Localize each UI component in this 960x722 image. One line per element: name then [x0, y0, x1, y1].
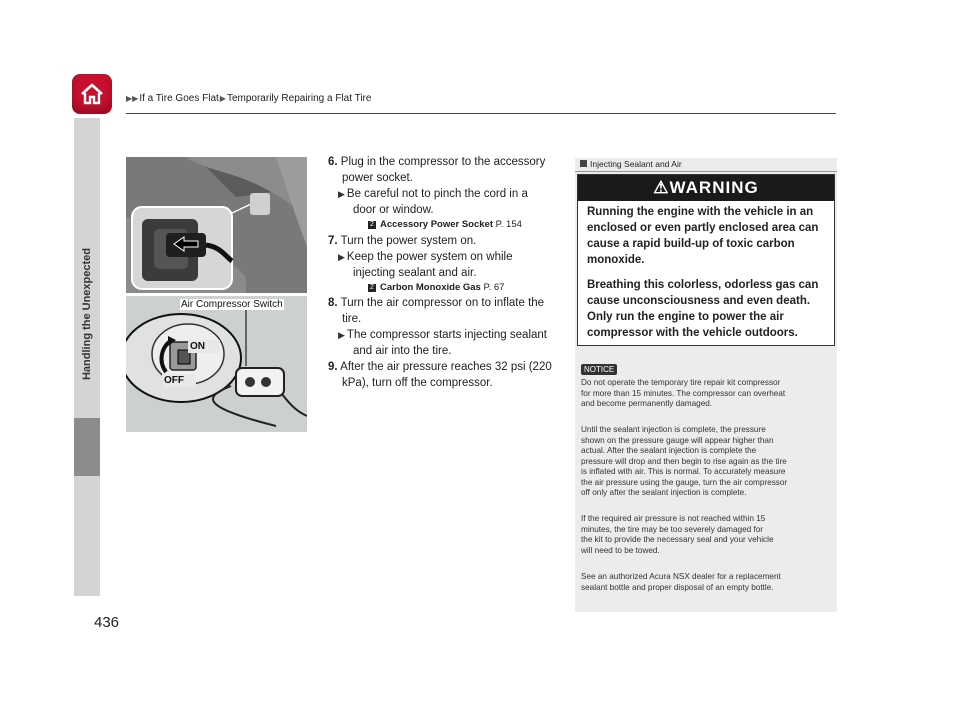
info-line: off only after the sealant injection is complete. [581, 488, 747, 497]
home-icon [78, 80, 106, 108]
notice-line: for more than 15 minutes. The compressor can overheat [581, 388, 786, 398]
step-text: Turn the air compressor on to inflate the [340, 297, 545, 309]
heading-divider [575, 171, 837, 172]
step-6-cont: power socket. [342, 172, 413, 184]
breadcrumb [126, 93, 371, 104]
step-text: Plug in the compressor to the accessory [340, 156, 546, 168]
step-7-note-cont: injecting sealant and air. [353, 267, 477, 279]
note-text: Keep the power system on while [346, 251, 513, 263]
info-line: the air pressure using the gauge, turn the air compressor [581, 477, 788, 487]
breadcrumb-link-flat-tire[interactable]: If a Tire Goes Flat [139, 93, 219, 104]
page-number: 436 [94, 614, 120, 631]
warning-line: Breathing this colorless, odorless gas can [587, 279, 819, 291]
xref-icon: 2 [368, 221, 376, 229]
section-label [72, 168, 102, 468]
info-line: If the required air pressure is not reached within 15 [581, 514, 766, 523]
step-8-note [338, 327, 560, 343]
warning-title-text: WARNING [669, 178, 759, 197]
step-text: Turn the power system on. [340, 235, 477, 247]
step-number: 8. [328, 297, 338, 309]
step-text: After the air pressure reaches 32 psi (220 [340, 361, 552, 373]
triangle-bullet-icon: ▶ [338, 252, 345, 262]
step-6 [328, 154, 558, 170]
step-8 [328, 295, 558, 311]
section-marker-icon [580, 160, 587, 167]
warning-line: compressor with the vehicle outdoors. [587, 327, 798, 339]
switch-on-label: ON [190, 341, 205, 352]
xref-carbon-monoxide[interactable] [368, 282, 504, 293]
home-button[interactable] [72, 74, 112, 114]
step-6-note [338, 186, 560, 202]
breadcrumb-current: Temporarily Repairing a Flat Tire [226, 93, 372, 104]
xref-title: Carbon Monoxide Gas [380, 282, 481, 293]
info-line: is inflated with air. This is normal. To accurately measure [581, 467, 786, 476]
switch-off-label: OFF [164, 375, 184, 386]
warning-line: monoxide. [587, 254, 645, 266]
warning-title [578, 178, 834, 198]
info-line: will need to be towed. [581, 545, 660, 555]
compressor-switch-illustration [126, 296, 307, 432]
step-8-note-cont: and air into the tire. [353, 345, 452, 357]
xref-page: P. 67 [483, 282, 505, 293]
side-heading-text: Injecting Sealant and Air [590, 159, 682, 169]
side-heading [580, 159, 682, 169]
info-line: sealant bottle and proper disposal of an empty bottle. [581, 582, 774, 592]
side-tab [74, 476, 100, 596]
info-line: Until the sealant injection is complete, the pressure [581, 425, 766, 434]
warning-line: cause unconsciousness and even death. [587, 295, 811, 307]
step-9-cont: kPa), turn off the compressor. [342, 377, 493, 389]
step-number: 7. [328, 235, 338, 247]
section-label-text: Handling the Unexpected [81, 247, 93, 381]
note-text: Be careful not to pinch the cord in a [346, 188, 528, 200]
warning-line: cause a rapid build-up of toxic carbon [587, 238, 795, 250]
info-line: shown on the pressure gauge will appear higher than [581, 435, 774, 445]
switch-caption: Air Compressor Switch [181, 299, 283, 310]
header-divider [126, 113, 836, 114]
info-line: the kit to provide the necessary seal and your vehicle [581, 535, 774, 544]
triangle-bullet-icon: ▶ [338, 189, 345, 199]
accessory-socket-illustration [126, 157, 307, 293]
warning-line: Running the engine with the vehicle in an [587, 206, 814, 218]
xref-accessory-socket[interactable] [368, 219, 522, 230]
info-line: See an authorized Acura NSX dealer for a replacement [581, 572, 781, 581]
step-6-note-cont: door or window. [353, 204, 434, 216]
info-line: minutes, the tire may be too severely damaged for [581, 524, 764, 534]
info-line: pressure will drop and then begin to rise again as the tire [581, 456, 787, 466]
step-8-cont: tire. [342, 313, 362, 325]
triangle-bullet-icon: ▶ [338, 330, 345, 340]
warning-icon: ⚠ [653, 178, 670, 197]
xref-icon: 2 [368, 284, 376, 292]
notice-line: and become permanently damaged. [581, 399, 713, 408]
breadcrumb-arrow-icon: ▶ [219, 94, 226, 103]
notice-badge: NOTICE [581, 364, 617, 375]
warning-line: enclosed or even partly enclosed area can [587, 222, 819, 234]
notice-line: Do not operate the temporary tire repair kit compressor [581, 378, 781, 387]
step-9 [328, 359, 558, 375]
step-7 [328, 233, 558, 249]
breadcrumb-arrow-icon: ▶▶ [126, 94, 139, 103]
note-text: The compressor starts injecting sealant [346, 329, 547, 341]
xref-page: P. 154 [495, 219, 522, 230]
step-number: 6. [328, 156, 338, 168]
step-7-note [338, 249, 560, 265]
step-number: 9. [328, 361, 338, 373]
xref-title: Accessory Power Socket [380, 219, 494, 230]
info-line: actual. After the sealant injection is complete the [581, 446, 757, 455]
warning-line: Only run the engine to power the air [587, 311, 784, 323]
